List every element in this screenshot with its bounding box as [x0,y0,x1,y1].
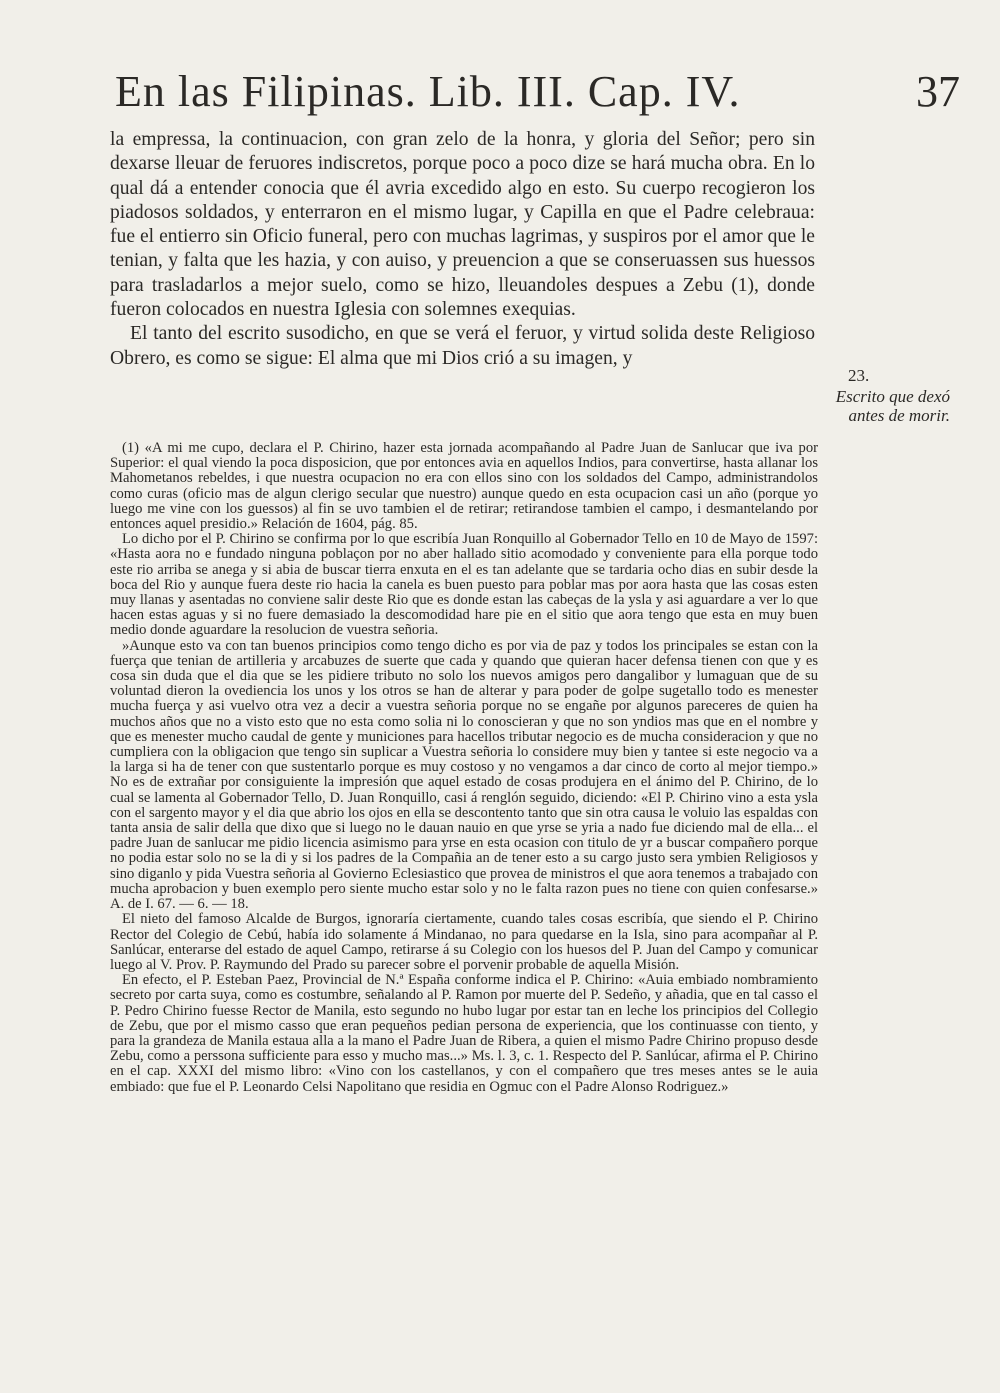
running-head-title: En las Filipinas. Lib. III. Cap. IV. [115,67,741,116]
footnote-paragraph: En efecto, el P. Esteban Paez, Provincial de N.ª España conforme indica el P. Chirino: «Auia embiado nombramiento secreto por carta suya, como es costumbre, señalando al P. Ramon por muerte del P. Sedeño, y añadia, que en tal casso el P. Pedro Chirino fuesse Rector de Manila, esto segundo no hubo lugar por estar tan en leche los principios del Collegio de Zebu, que por el mismo casso que eran pequeños pedian persona de experiencia, que los continuasse con tiento, y para la grandeza de Manila estaua alla a la mano el Padre Juan de Ribera, a quien el mismo Padre Chirino propuso desde Zebu, como a perssona sufficiente para esso y mucho mas...» Ms. l. 3, c. 1. Respecto del P. Sanlúcar, afirma el P. Chirino en el cap. XXXI del mismo libro: «Vino con los castellanos, y con el compañero que tres meses antes se le auia embiado: que fue el P. Leonardo Celsi Napolitano que residia en Ogmuc con el Padre Alonso Rodriguez.» [110,972,818,1095]
running-head [115,66,960,126]
footnote-paragraph: Lo dicho por el P. Chirino se confirma por lo que escribía Juan Ronquillo al Gobernador Tello en 10 de Mayo de 1597: «Hasta aora no e fundado ninguna poblaçon por no aber hallado sitio acomodado y conveniente para ella porque todo este rio arriba se anega y si abia de buscar tierra enxuta en el es tan adelante que se tardaria ocho dias en subir desde la boca del Rio y aunque fuera deste rio hacia la canela es buen puesto para poblar mas por aora hasta que las cosas esten muy llanas y asentadas no conviene salir deste Rio que es donde estan las cabeças de la ysla y asi aguardare a ver lo que hacen estas aguas y si no fuere demasiado la descomodidad hare pie en el sitio que aora tengo que esta en muy buen medio donde aguardare la resolucion de vuestra señoria. [110,531,818,639]
footnote-paragraph: »Aunque esto va con tan buenos principios como tengo dicho es por via de paz y todos los principales se estan con la fuerça que tenian de artilleria y arcabuzes de suerte que cada y quando que quieran hacer defensa tienen con que y es cosa sin duda que el dia que se les pidiere tributo no solo los nuevos amigos pero dangalibor y lumaguan que de su voluntad dieron la ovediencia los unos y los otros se han de alterar y para poder de golpe sugetallo todo es menester mucha fuerça y asi vuelvo otra vez a decir a vuestra señoria porque no se engañe por algunos pareceres de quien ha muchos años que no a visto esto que no esta como solia ni lo conoscieran y que no son yndios mas que en el nombre y que es menester mucho caudal de gente y municiones para hacellos tributar negocio es de mucha consideracion y que no cumpliera con la obligacion que tengo sin suplicar a Vuestra señoria lo considere muy bien y tantee si este negocio va a la larga si ha de tener con que sustentarlo porque es muy costoso y no vengamos a dar cinco de corto al mejor tiempo.» No es de extrañar por consiguiente la impresión que aquel estado de cosas produjera en el ánimo del P. Chirino, de lo cual se lamenta al Gobernador Tello, D. Juan Ronquillo, casi á renglón seguido, diciendo: «El P. Chirino vino a esta ysla con el sargento mayor y el dia que abrio los ojos en ella se descontento tanto que sin otra causa le voluio las espaldas con tanta ansia de salir della que dixo que si luego no le dauan nauio en que yrse se yria a nado fue diciendo mal de ella... el padre Juan de sanlucar me pidio licencia asimismo para yrse en esta ocasion con titulo de yr a buscar compañero porque no podia estar solo no se la di y si los padres de la Compañia an de tener esto a su cargo justo sera ymbien Religiosos y sino diganlo y pida Vuestra señoria al Govierno Eclesiastico que provea de ministros el que aora tenemos a trabajado con mucha aprobacion y buen exemplo pero siente mucho estar solo y no le falta razon pues no tiene con quien confesarse.» A. de I. 67. — 6. — 18. [110,637,818,913]
marginal-note-number: 23. [848,366,870,385]
marginal-note [828,366,950,425]
footnotes [110,441,818,1095]
footnote-paragraph: (1) «A mi me cupo, declara el P. Chirino, hazer esta jornada acompañando al Padre Juan de Sanlucar que iva por Superior: el qual viendo la poca disposicion, que por entonces avia en aquellos Indios, para convertirse, hasta allanar los Mahometanos rebeldes, i que nuestra ocupacion no era con ellos sino con los soldados del Campo, administrandolos como curas (oficio mas de algun clerigo secular que nuestro) aunque quedo en esta ocupacion casi un año (porque yo luego me vine con los guessos) al fin se uvo tambien el de retirar; retirandose tambien el campo, i desmantelando por entonces aquel presidio.» Relación de 1604, pág. 85. [110,440,818,533]
main-text [110,128,815,371]
footnote-paragraph: El nieto del famoso Alcalde de Burgos, ignoraría ciertamente, cuando tales cosas escribía, que siendo el P. Chirino Rector del Colegio de Cebú, había ido solamente á Mindanao, no para quedarse en la Isla, sino para acompañar al P. Sanlúcar, enterarse del estado de aquel Campo, retirarse á su Colegio con los huesos del P. Juan del Campo y comunicar luego al V. Prov. P. Raymundo del Prado su parecer sobre el porvenir probable de aquella Misión. [110,911,818,973]
marginal-note-text: Escrito que dexó antes de morir. [835,387,950,425]
main-paragraph: El tanto del escrito susodicho, en que se verá el feruor, y virtud solida deste Religioso Obrero, es como se sigue: El alma que mi Dios crió a su imagen, y [110,323,815,369]
main-paragraph: la empressa, la continuacion, con gran zelo de la honra, y gloria del Señor; pero sin dexarse lleuar de feruores indiscretos, porque poco a poco dize se hará mucha obra. En lo qual dá a entender conocia que él avria excedido algo en esto. Su cuerpo recogieron los piadosos soldados, y enterraron en el mismo lugar, y Capilla en que el Padre celebraua: fue el entierro sin Oficio funeral, pero con muchas lagrimas, y suspiros por el amor que le tenian, y falta que les hazia, y con auiso, y preuencion a que se conseruassen sus huessos para trasladarlos a mejor suelo, como se hizo, lleuandoles despues a Zebu (1), donde fueron colocados en nuestra Iglesia con solemnes exequias. [110,129,815,321]
page-number: 37 [916,67,960,116]
